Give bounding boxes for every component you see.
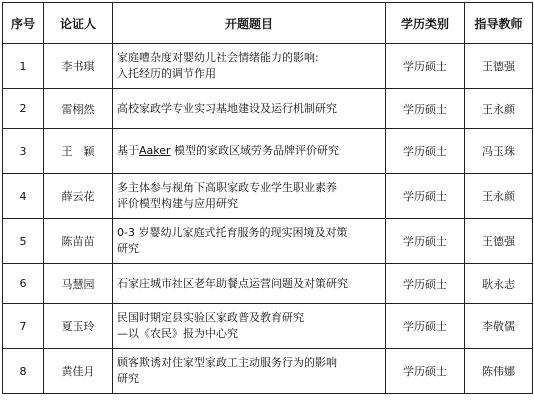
cell-no: 1 xyxy=(3,44,44,89)
cell-no: 8 xyxy=(3,349,44,394)
topic-model-term: Aaker xyxy=(139,144,171,157)
cell-topic xyxy=(113,89,386,129)
topic-line: 研究 xyxy=(117,372,139,385)
cell-no: 5 xyxy=(3,219,44,264)
cell-advisor: 王永颜 xyxy=(465,89,533,129)
cell-advisor: 冯玉珠 xyxy=(465,129,533,174)
cell-student: 黄佳月 xyxy=(44,349,113,394)
header-advisor: 指导教师 xyxy=(465,3,533,44)
table-body xyxy=(3,44,533,394)
topic-line xyxy=(117,143,381,159)
topic-prefix: 基于 xyxy=(117,144,139,157)
cell-advisor: 陈伟娜 xyxy=(465,349,533,394)
cell-degree: 学历硕士 xyxy=(386,349,465,394)
topic-line: 多主体参与视角下高职家政专业学生职业素养 xyxy=(117,181,337,194)
table-row xyxy=(3,174,533,219)
topic-line: 评价模型构建与应用研究 xyxy=(117,197,238,210)
cell-topic xyxy=(113,349,386,394)
cell-student: 陈苗苗 xyxy=(44,219,113,264)
table-row xyxy=(3,349,533,394)
table-row xyxy=(3,44,533,89)
thesis-proposal-table xyxy=(2,2,533,394)
cell-topic xyxy=(113,174,386,219)
cell-student: 薛云花 xyxy=(44,174,113,219)
cell-degree: 学历硕士 xyxy=(386,264,465,304)
cell-advisor: 李敬儒 xyxy=(465,304,533,349)
topic-line: 顾客欺诱对住家型家政工主动服务行为的影响 xyxy=(117,356,337,369)
header-student: 论证人 xyxy=(44,3,113,44)
topic-line: —以《农民》报为中心究 xyxy=(117,327,238,340)
cell-no: 3 xyxy=(3,129,44,174)
topic-suffix: 模型的家政区域劳务品牌评价研究 xyxy=(174,144,340,157)
cell-topic xyxy=(113,264,386,304)
cell-degree: 学历硕士 xyxy=(386,129,465,174)
cell-advisor: 王永颜 xyxy=(465,174,533,219)
table-row xyxy=(3,89,533,129)
cell-topic xyxy=(113,304,386,349)
header-topic: 开题题目 xyxy=(113,3,386,44)
cell-advisor: 耿永志 xyxy=(465,264,533,304)
cell-advisor: 王德强 xyxy=(465,44,533,89)
topic-line: 高校家政学专业实习基地建设及运行机制研究 xyxy=(117,101,337,115)
cell-advisor: 王德强 xyxy=(465,219,533,264)
cell-degree: 学历硕士 xyxy=(386,44,465,89)
header-degree: 学历类别 xyxy=(386,3,465,44)
table-row xyxy=(3,304,533,349)
topic-line: 家庭嘈杂度对婴幼儿社会情绪能力的影响: xyxy=(117,51,319,64)
topic-line: 研究 xyxy=(117,242,139,255)
cell-student: 雷栩然 xyxy=(44,89,113,129)
cell-student: 夏玉玲 xyxy=(44,304,113,349)
cell-no: 4 xyxy=(3,174,44,219)
cell-topic xyxy=(113,44,386,89)
cell-student: 李书琪 xyxy=(44,44,113,89)
cell-degree: 学历硕士 xyxy=(386,304,465,349)
cell-no: 2 xyxy=(3,89,44,129)
topic-line: 石家庄城市社区老年助餐点运营问题及对策研究 xyxy=(117,276,348,290)
cell-degree: 学历硕士 xyxy=(386,219,465,264)
cell-no: 6 xyxy=(3,264,44,304)
header-no: 序号 xyxy=(3,3,44,44)
topic-line: 入托经历的调节作用 xyxy=(117,67,216,80)
cell-degree: 学历硕士 xyxy=(386,174,465,219)
topic-line: 民国时期定县实验区家政普及教育研究 xyxy=(117,311,304,324)
table-row xyxy=(3,219,533,264)
table-header xyxy=(3,3,533,44)
cell-topic xyxy=(113,219,386,264)
cell-student: 马慧园 xyxy=(44,264,113,304)
topic-line: 0-3 岁婴幼儿家庭式托育服务的现实困境及对策 xyxy=(117,226,348,239)
cell-topic xyxy=(113,129,386,174)
table-row xyxy=(3,129,533,174)
table-row xyxy=(3,264,533,304)
header-row xyxy=(3,3,533,44)
cell-student: 王 颖 xyxy=(44,129,113,174)
cell-no: 7 xyxy=(3,304,44,349)
cell-degree: 学历硕士 xyxy=(386,89,465,129)
